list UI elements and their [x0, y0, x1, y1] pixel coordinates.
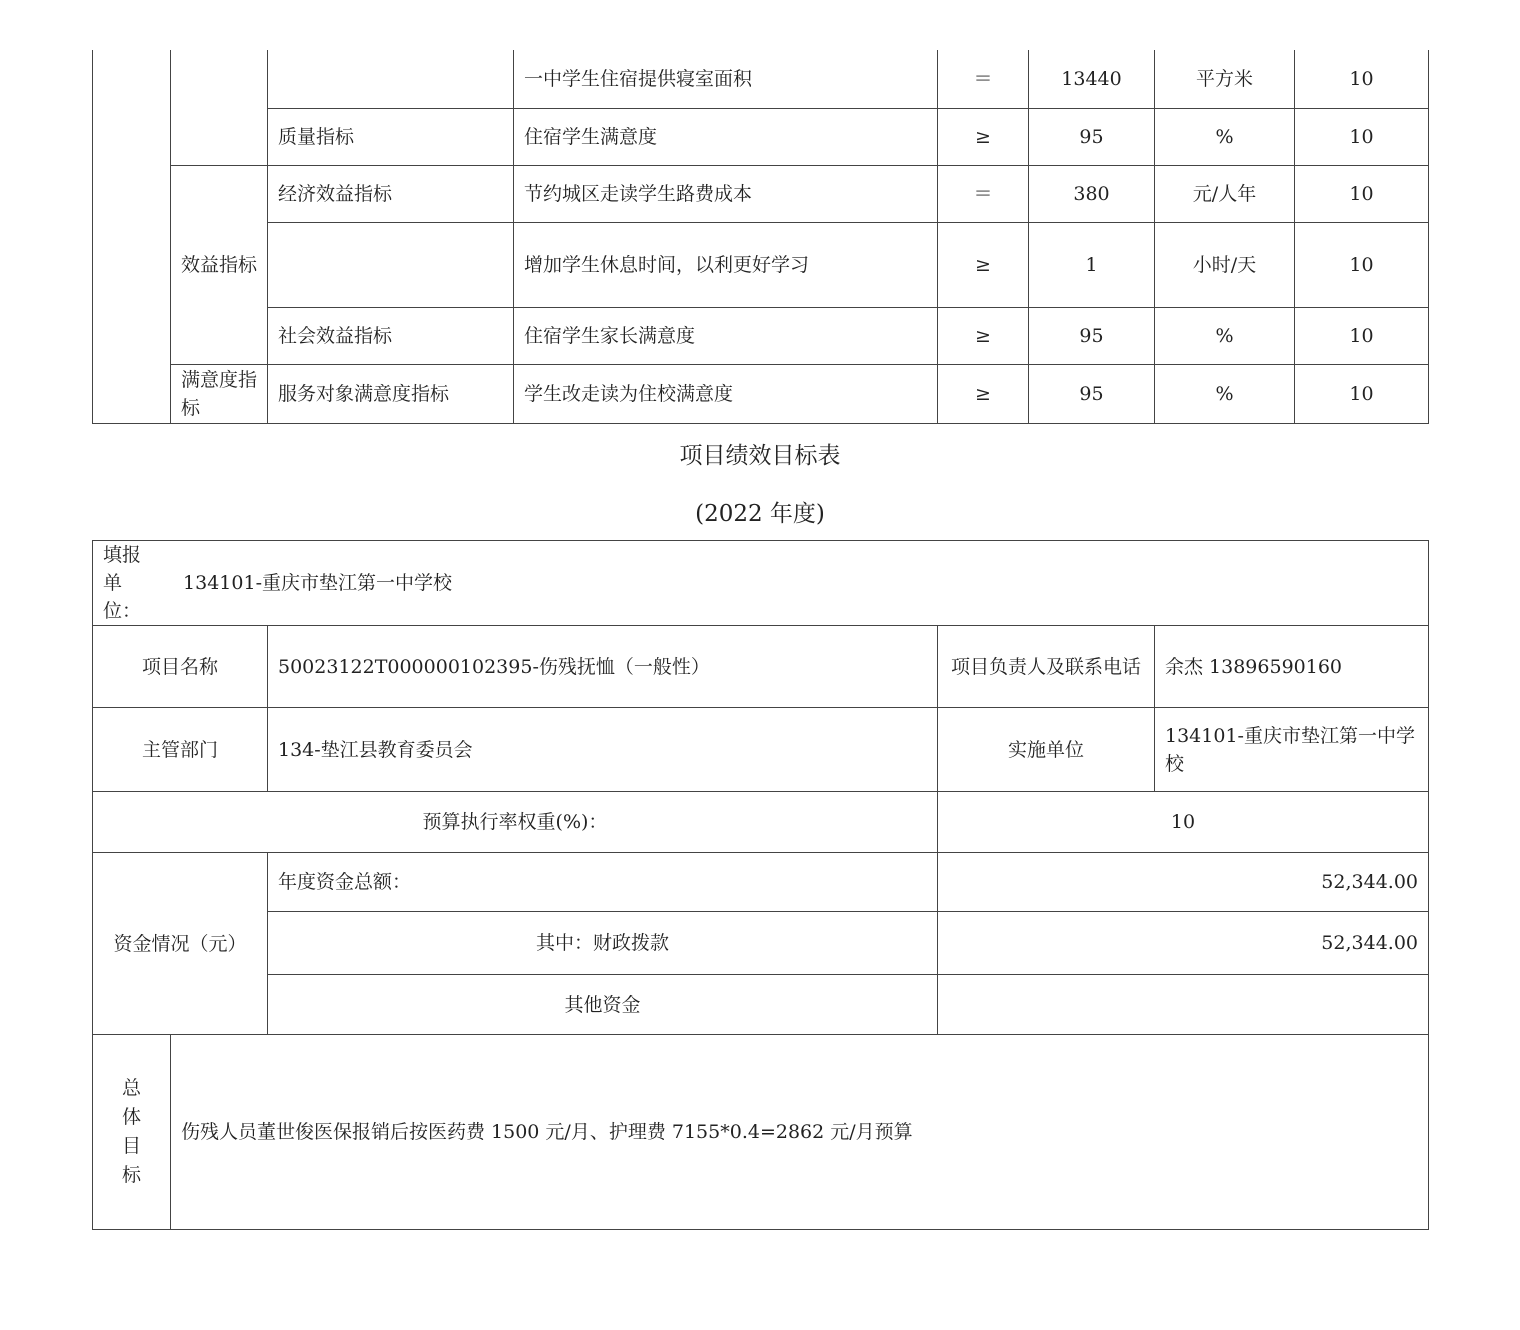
budget-rate-value: 10	[938, 792, 1429, 853]
indicator-unit: 小时/天	[1155, 222, 1295, 307]
reporting-unit-row	[93, 541, 1429, 626]
level3-cell: 服务对象满意度指标	[268, 364, 514, 423]
indicator-operator: ≥	[938, 307, 1029, 364]
indicator-value: 380	[1029, 165, 1155, 222]
budget-rate-label: 预算执行率权重(%)：	[93, 792, 938, 853]
indicator-weight: 10	[1295, 222, 1429, 307]
level3-cell: 经济效益指标	[268, 165, 514, 222]
level3-cell	[268, 50, 514, 108]
level2-cell: 效益指标	[171, 165, 268, 364]
other-funds-label: 其他资金	[268, 975, 938, 1035]
funds-label: 资金情况（元）	[93, 853, 268, 1035]
form-title: 项目绩效目标表	[679, 443, 841, 469]
indicator-operator: ＝	[938, 50, 1029, 108]
indicator-value: 95	[1029, 108, 1155, 165]
indicator-weight: 10	[1295, 364, 1429, 423]
reporting-unit-value: 134101-重庆市垫江第一中学校	[183, 572, 452, 594]
goal-label	[93, 1035, 171, 1230]
indicator-table	[92, 50, 1429, 424]
indicator-value: 95	[1029, 307, 1155, 364]
fiscal-label: 其中：财政拨款	[268, 912, 938, 975]
indicator-name: 住宿学生家长满意度	[514, 307, 938, 364]
indicator-operator: ≥	[938, 222, 1029, 307]
contact-label: 项目负责人及联系电话	[938, 626, 1155, 708]
impl-unit-value: 134101-重庆市垫江第一中学校	[1155, 708, 1429, 792]
level2-cell	[171, 50, 268, 165]
level3-cell: 社会效益指标	[268, 307, 514, 364]
form-year: (2022 年度)	[695, 501, 825, 527]
indicator-unit: %	[1155, 364, 1295, 423]
level1-cell	[93, 50, 171, 423]
goal-label-text: 总体目标	[121, 1077, 141, 1186]
project-name-value: 50023122T000000102395-伤残抚恤（一般性）	[268, 626, 938, 708]
indicator-unit: %	[1155, 108, 1295, 165]
indicator-name: 学生改走读为住校满意度	[514, 364, 938, 423]
level3-cell: 质量指标	[268, 108, 514, 165]
dept-value: 134-垫江县教育委员会	[268, 708, 938, 792]
level2-cell: 满意度指标	[171, 364, 268, 423]
indicator-value: 13440	[1029, 50, 1155, 108]
indicator-operator: ≥	[938, 364, 1029, 423]
indicator-unit: 元/人年	[1155, 165, 1295, 222]
performance-form-table	[92, 540, 1429, 1230]
indicator-name: 住宿学生满意度	[514, 108, 938, 165]
fiscal-value: 52,344.00	[938, 912, 1429, 975]
indicator-value: 1	[1029, 222, 1155, 307]
contact-value: 余杰 13896590160	[1155, 626, 1429, 708]
indicator-weight: 10	[1295, 50, 1429, 108]
other-funds-value	[938, 975, 1429, 1035]
level3-cell	[268, 222, 514, 307]
indicator-weight: 10	[1295, 307, 1429, 364]
indicator-name: 增加学生休息时间，以利更好学习	[514, 222, 938, 307]
reporting-unit-label: 填报单位：	[103, 544, 142, 622]
indicator-operator: ＝	[938, 165, 1029, 222]
indicator-name: 一中学生住宿提供寝室面积	[514, 50, 938, 108]
indicator-value: 95	[1029, 364, 1155, 423]
annual-total-value: 52,344.00	[938, 853, 1429, 912]
indicator-unit: 平方米	[1155, 50, 1295, 108]
project-name-label: 项目名称	[93, 626, 268, 708]
indicator-name: 节约城区走读学生路费成本	[514, 165, 938, 222]
annual-total-label: 年度资金总额：	[268, 853, 938, 912]
goal-text: 伤残人员董世俊医保报销后按医药费 1500 元/月、护理费 7155*0.4=2862 元/月预算	[171, 1035, 1429, 1230]
dept-label: 主管部门	[93, 708, 268, 792]
indicator-operator: ≥	[938, 108, 1029, 165]
impl-unit-label: 实施单位	[938, 708, 1155, 792]
indicator-weight: 10	[1295, 108, 1429, 165]
indicator-weight: 10	[1295, 165, 1429, 222]
indicator-unit: %	[1155, 307, 1295, 364]
